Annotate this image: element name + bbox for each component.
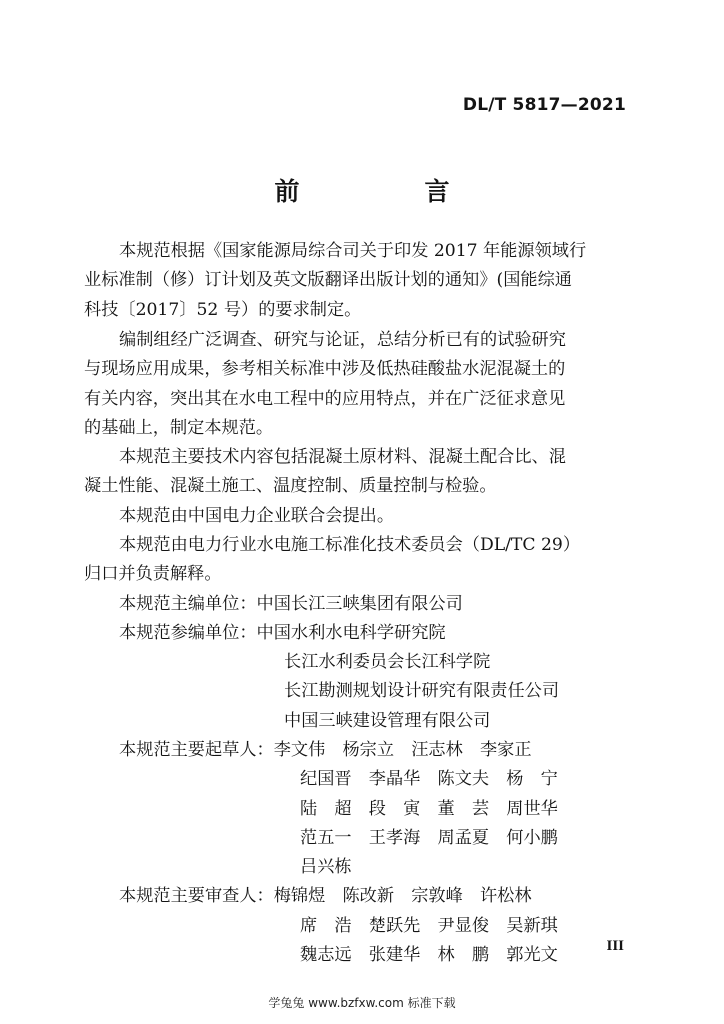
- text-line: 纪国晋 李晶华 陈文夫 杨 宁: [300, 769, 558, 789]
- text-line: 的基础上，制定本规范。: [84, 418, 274, 438]
- text-line: 本规范由电力行业水电施工标准化技术委员会（DL/TC 29）: [119, 535, 581, 555]
- text-line: 业标准制（修）订计划及英文版翻译出版计划的通知》(国能综通: [84, 270, 572, 290]
- document-code: DL/T 5817—2021: [462, 95, 626, 115]
- text-line: 本规范由中国电力企业联合会提出。: [119, 506, 395, 526]
- text-line: 科技〔2017〕52 号）的要求制定。: [84, 300, 362, 320]
- text-line: 本规范主要技术内容包括混凝土原材料、混凝土配合比、混: [119, 447, 566, 467]
- footer-watermark: 学兔兔 www.bzfxw.com 标准下载: [268, 996, 456, 1010]
- text-line: 有关内容，突出其在水电工程中的应用特点，并在广泛征求意见: [84, 389, 566, 409]
- text-line: 归口并负责解释。: [84, 564, 222, 584]
- text-line: 本规范主要起草人：李文伟 杨宗立 汪志林 李家正: [119, 740, 532, 760]
- text-line: 与现场应用成果，参考相关标准中涉及低热硅酸盐水泥混凝土的: [84, 359, 566, 379]
- section-title: 前 言: [274, 177, 500, 206]
- text-line: 吕兴栋: [300, 857, 352, 877]
- text-line: 凝土性能、混凝土施工、温度控制、质量控制与检验。: [84, 476, 497, 496]
- text-line: 中国三峡建设管理有限公司: [284, 711, 491, 731]
- text-line: 席 浩 楚跃先 尹显俊 吴新琪: [300, 916, 558, 936]
- page-number: III: [606, 938, 624, 954]
- text-line: 范五一 王孝海 周孟夏 何小鹏: [300, 828, 558, 848]
- text-line: 魏志远 张建华 林 鹏 郭光文: [300, 945, 558, 965]
- text-line: 本规范根据《国家能源局综合司关于印发 2017 年能源领域行: [119, 241, 587, 261]
- text-line: 编制组经广泛调查、研究与论证，总结分析已有的试验研究: [119, 330, 566, 350]
- text-line: 本规范主要审查人：梅锦煜 陈改新 宗敦峰 许松林: [119, 886, 532, 906]
- text-line: 长江勘测规划设计研究有限责任公司: [284, 681, 560, 701]
- text-line: 长江水利委员会长江科学院: [284, 652, 491, 672]
- text-line: 陆 超 段 寅 董 芸 周世华: [300, 799, 558, 819]
- text-line: 本规范参编单位：中国水利水电科学研究院: [119, 623, 446, 643]
- text-line: 本规范主编单位：中国长江三峡集团有限公司: [119, 594, 463, 614]
